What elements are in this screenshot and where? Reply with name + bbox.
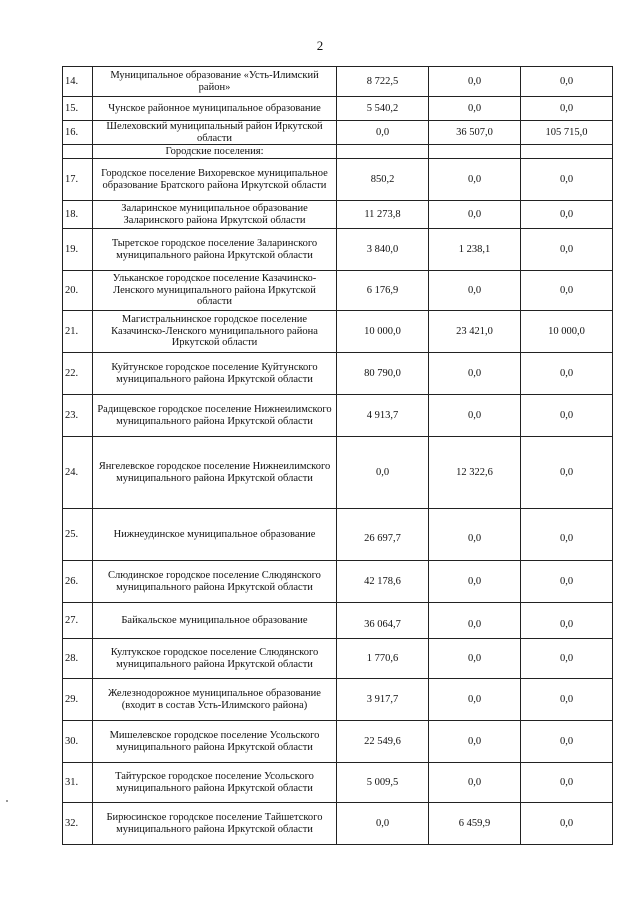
empty-cell (429, 145, 521, 159)
value-col-2: 0,0 (429, 561, 521, 603)
value-col-1: 6 176,9 (337, 271, 429, 311)
row-number: 30. (63, 721, 93, 763)
value-col-3: 0,0 (521, 229, 613, 271)
value-col-1: 5 009,5 (337, 763, 429, 803)
section-label: Городские поселения: (93, 145, 337, 159)
value-col-1: 0,0 (337, 121, 429, 145)
value-col-1: 3 840,0 (337, 229, 429, 271)
municipality-name: Радищевское городское поселение Нижнеилимского муниципального района Иркутской области (93, 395, 337, 437)
municipality-name: Тыретское городское поселение Заларинского муниципального района Иркутской области (93, 229, 337, 271)
value-col-1: 11 273,8 (337, 201, 429, 229)
row-number: 25. (63, 509, 93, 561)
section-row (63, 145, 613, 159)
value-col-3: 0,0 (521, 509, 613, 561)
row-number (63, 145, 93, 159)
table-row (63, 509, 613, 561)
value-col-3: 0,0 (521, 395, 613, 437)
value-col-3: 0,0 (521, 271, 613, 311)
value-col-3: 10 000,0 (521, 311, 613, 353)
empty-cell (521, 145, 613, 159)
row-number: 31. (63, 763, 93, 803)
table-row (63, 353, 613, 395)
value-col-2: 23 421,0 (429, 311, 521, 353)
table-row (63, 201, 613, 229)
value-col-2: 0,0 (429, 159, 521, 201)
row-number: 16. (63, 121, 93, 145)
municipality-name: Култукское городское поселение Слюдянского муниципального района Иркутской области (93, 639, 337, 679)
value-col-2: 0,0 (429, 603, 521, 639)
row-number: 22. (63, 353, 93, 395)
row-number: 19. (63, 229, 93, 271)
municipality-name: Городское поселение Вихоревское муниципальное образование Братского района Иркутской области (93, 159, 337, 201)
value-col-1: 4 913,7 (337, 395, 429, 437)
municipality-name: Железнодорожное муниципальное образование (входит в состав Усть-Илимского района) (93, 679, 337, 721)
table-row (63, 561, 613, 603)
value-col-2: 36 507,0 (429, 121, 521, 145)
value-col-1: 0,0 (337, 437, 429, 509)
table-row (63, 803, 613, 845)
value-col-2: 0,0 (429, 721, 521, 763)
municipality-name: Заларинское муниципальное образование Заларинского района Иркутской области (93, 201, 337, 229)
table-row (63, 67, 613, 97)
value-col-3: 0,0 (521, 803, 613, 845)
value-col-2: 0,0 (429, 67, 521, 97)
table-row (63, 721, 613, 763)
table-row (63, 229, 613, 271)
table-row (63, 121, 613, 145)
table-row (63, 97, 613, 121)
row-number: 14. (63, 67, 93, 97)
page-number: 2 (316, 38, 324, 53)
empty-cell (337, 145, 429, 159)
row-number: 27. (63, 603, 93, 639)
value-col-3: 0,0 (521, 159, 613, 201)
value-col-1: 5 540,2 (337, 97, 429, 121)
value-col-2: 0,0 (429, 97, 521, 121)
row-number: 29. (63, 679, 93, 721)
municipality-name: Байкальское муниципальное образование (93, 603, 337, 639)
row-number: 17. (63, 159, 93, 201)
value-col-2: 0,0 (429, 509, 521, 561)
municipality-name: Чунское районное муниципальное образование (93, 97, 337, 121)
value-col-3: 105 715,0 (521, 121, 613, 145)
row-number: 28. (63, 639, 93, 679)
municipality-name: Нижнеудинское муниципальное образование (93, 509, 337, 561)
value-col-3: 0,0 (521, 679, 613, 721)
table-row (63, 159, 613, 201)
value-col-1: 42 178,6 (337, 561, 429, 603)
value-col-3: 0,0 (521, 763, 613, 803)
row-number: 32. (63, 803, 93, 845)
value-col-3: 0,0 (521, 67, 613, 97)
value-col-2: 0,0 (429, 201, 521, 229)
scan-speck (6, 800, 8, 802)
municipality-name: Шелеховский муниципальный район Иркутской области (93, 121, 337, 145)
value-col-2: 0,0 (429, 271, 521, 311)
value-col-3: 0,0 (521, 201, 613, 229)
row-number: 23. (63, 395, 93, 437)
value-col-3: 0,0 (521, 97, 613, 121)
value-col-3: 0,0 (521, 353, 613, 395)
value-col-1: 26 697,7 (337, 509, 429, 561)
table-row (63, 763, 613, 803)
municipality-name: Магистральнинское городское поселение Казачинско-Ленского муниципального района Иркутской области (93, 311, 337, 353)
municipality-name: Муниципальное образование «Усть-Илимский район» (93, 67, 337, 97)
table-row (63, 639, 613, 679)
municipality-name: Ульканское городское поселение Казачинско-Ленского муниципального района Иркутской области (93, 271, 337, 311)
value-col-3: 0,0 (521, 639, 613, 679)
value-col-1: 36 064,7 (337, 603, 429, 639)
value-col-2: 0,0 (429, 639, 521, 679)
municipality-name: Тайтурское городское поселение Усольского муниципального района Иркутской области (93, 763, 337, 803)
table-row (63, 603, 613, 639)
row-number: 20. (63, 271, 93, 311)
municipality-name: Янгелевское городское поселение Нижнеилимского муниципального района Иркутской области (93, 437, 337, 509)
value-col-1: 1 770,6 (337, 639, 429, 679)
row-number: 26. (63, 561, 93, 603)
value-col-1: 80 790,0 (337, 353, 429, 395)
value-col-3: 0,0 (521, 603, 613, 639)
table-row (63, 679, 613, 721)
value-col-3: 0,0 (521, 437, 613, 509)
row-number: 24. (63, 437, 93, 509)
value-col-1: 8 722,5 (337, 67, 429, 97)
value-col-2: 6 459,9 (429, 803, 521, 845)
value-col-1: 10 000,0 (337, 311, 429, 353)
value-col-1: 3 917,7 (337, 679, 429, 721)
value-col-1: 0,0 (337, 803, 429, 845)
value-col-2: 12 322,6 (429, 437, 521, 509)
value-col-2: 0,0 (429, 395, 521, 437)
municipality-name: Бирюсинское городское поселение Тайшетского муниципального района Иркутской области (93, 803, 337, 845)
value-col-1: 850,2 (337, 159, 429, 201)
table-row (63, 271, 613, 311)
row-number: 18. (63, 201, 93, 229)
municipality-name: Мишелевское городское поселение Усольского муниципального района Иркутской области (93, 721, 337, 763)
table-row (63, 437, 613, 509)
budget-table (62, 66, 613, 845)
value-col-2: 0,0 (429, 679, 521, 721)
value-col-2: 1 238,1 (429, 229, 521, 271)
table-row (63, 311, 613, 353)
municipality-name: Куйтунское городское поселение Куйтунского муниципального района Иркутской области (93, 353, 337, 395)
municipality-name: Слюдинское городское поселение Слюдянского муниципального района Иркутской области (93, 561, 337, 603)
value-col-3: 0,0 (521, 721, 613, 763)
value-col-3: 0,0 (521, 561, 613, 603)
value-col-2: 0,0 (429, 763, 521, 803)
table-row (63, 395, 613, 437)
row-number: 21. (63, 311, 93, 353)
value-col-2: 0,0 (429, 353, 521, 395)
row-number: 15. (63, 97, 93, 121)
table-body (63, 67, 613, 845)
value-col-1: 22 549,6 (337, 721, 429, 763)
